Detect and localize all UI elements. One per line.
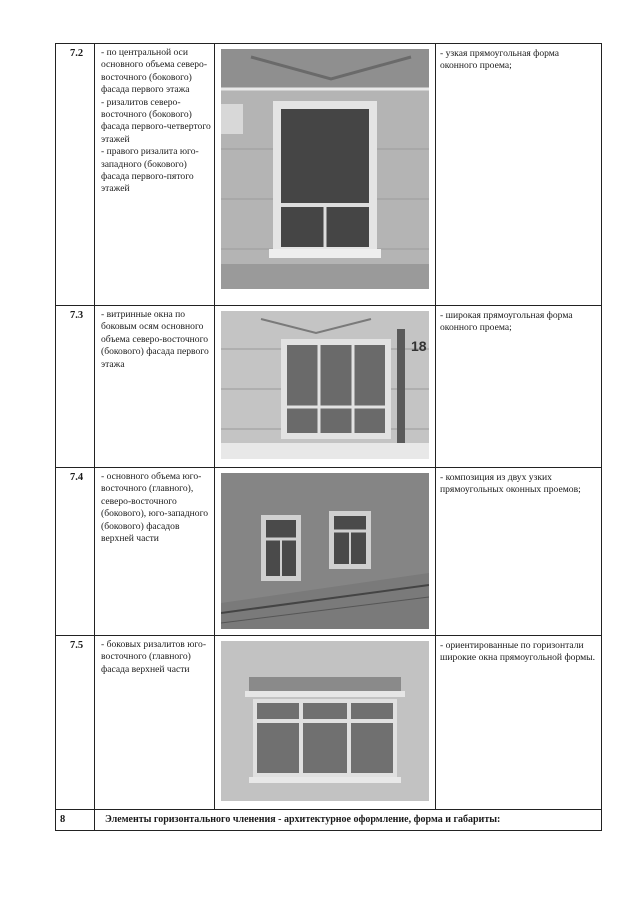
paired-windows-photo bbox=[221, 473, 429, 629]
row-note: - широкая прямоугольная форма оконного проема; bbox=[436, 306, 602, 468]
row-description: - боковых ризалитов юго-восточного (главного) фасада верхней части bbox=[95, 636, 215, 810]
row-description: - витринные окна по боковым осям основного объема северо-восточного (бокового) фасада первого этажа bbox=[95, 306, 215, 468]
row-description: - основного объема юго-восточного (главного), северо-восточного (бокового), юго-западного (бокового) фасадов верхней части bbox=[95, 468, 215, 636]
table-row bbox=[56, 636, 602, 810]
section-title: Элементы горизонтального членения - архитектурное оформление, форма и габариты: bbox=[95, 810, 602, 831]
table-row bbox=[56, 306, 602, 468]
shop-window-photo bbox=[221, 311, 429, 459]
row-number: 7.4 bbox=[56, 468, 95, 636]
wide-window-photo bbox=[221, 641, 429, 801]
row-description: - по центральной оси основного объема северо-восточного (бокового) фасада первого этажа - ризалитов северо-восточного (бокового) фасада первого-четвертого этажей - правого ризалита юго-западного (бокового) фасада первого-пятого этажей bbox=[95, 44, 215, 306]
narrow-window-photo bbox=[221, 49, 429, 289]
row-number: 7.3 bbox=[56, 306, 95, 468]
section-header-row bbox=[56, 810, 602, 831]
house-number-plate: 18 bbox=[411, 338, 427, 354]
row-note: - узкая прямоугольная форма оконного проема; bbox=[436, 44, 602, 306]
section-number: 8 bbox=[56, 810, 95, 831]
row-note: - композиция из двух узких прямоугольных оконных проемов; bbox=[436, 468, 602, 636]
row-number: 7.5 bbox=[56, 636, 95, 810]
row-number: 7.2 bbox=[56, 44, 95, 306]
table-row bbox=[56, 468, 602, 636]
row-note: - ориентированные по горизонтали широкие окна прямоугольной формы. bbox=[436, 636, 602, 810]
window-elements-table bbox=[55, 43, 602, 831]
table-row bbox=[56, 44, 602, 306]
